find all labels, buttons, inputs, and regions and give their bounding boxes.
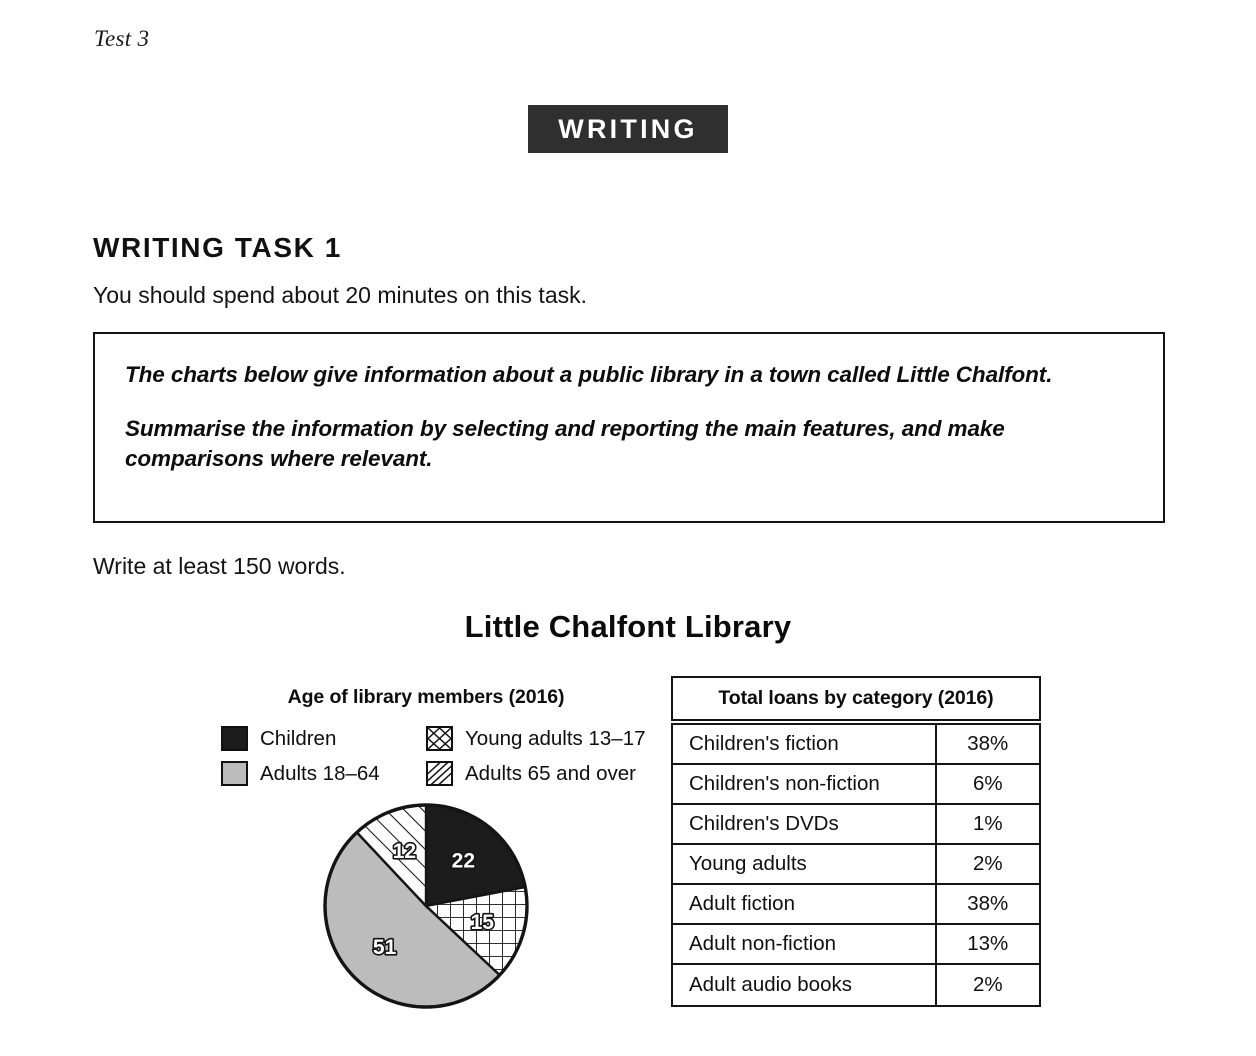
loans-table-body <box>671 723 1041 1007</box>
pie-chart-graphic <box>196 800 656 1012</box>
loans-value-cell: 2% <box>972 973 1003 996</box>
pie-slice-label: 15 <box>470 910 494 934</box>
table-row <box>673 965 1039 1005</box>
legend-item-adults-65-over <box>426 761 656 786</box>
table-row <box>673 725 1039 765</box>
pie-slice-label: 22 <box>451 849 476 873</box>
legend-swatch-diagonal-hatch-icon <box>426 761 453 786</box>
loans-table <box>671 676 1041 1007</box>
loans-value-cell: 38% <box>967 732 1009 755</box>
legend-item-young-adults <box>426 726 656 751</box>
pie-chart-caption: Age of library members (2016) <box>287 686 565 708</box>
pie-chart-panel <box>196 686 656 1012</box>
loans-table-header: Total loans by category (2016) <box>671 676 1041 721</box>
loans-value-cell: 1% <box>972 812 1003 835</box>
running-head: Test 3 <box>94 26 150 51</box>
legend-item-adults-18-64 <box>221 761 426 786</box>
legend-label-young-adults: Young adults 13–17 <box>465 726 646 750</box>
loans-category-cell: Children's DVDs <box>673 805 937 843</box>
loans-category-cell: Children's fiction <box>673 725 937 763</box>
table-row <box>673 765 1039 805</box>
task-timing-note: You should spend about 20 minutes on this task. <box>93 282 587 308</box>
pie-chart-legend <box>196 726 656 786</box>
prompt-paragraph-2: Summarise the information by selecting and reporting the main features, and make comparisons where relevant. <box>125 415 1005 472</box>
pie-chart-svg <box>320 800 532 1012</box>
figure-title: Little Chalfont Library <box>464 609 792 644</box>
table-row <box>673 845 1039 885</box>
legend-swatch-solid-gray-icon <box>221 761 248 786</box>
loans-value-cell: 6% <box>972 772 1003 795</box>
legend-swatch-solid-black-icon <box>221 726 248 751</box>
loans-category-cell: Adult audio books <box>673 965 937 1005</box>
legend-label-children: Children <box>260 726 337 750</box>
section-banner: WRITING <box>528 105 728 153</box>
legend-label-adults-65-over: Adults 65 and over <box>465 761 636 785</box>
legend-item-children <box>221 726 426 751</box>
loans-value-cell: 2% <box>972 852 1003 875</box>
pie-slice-label: 51 <box>372 935 397 959</box>
loans-category-cell: Adult non-fiction <box>673 925 937 963</box>
task-prompt-box <box>93 332 1165 523</box>
loans-value-cell: 13% <box>967 932 1009 955</box>
legend-swatch-cross-hatch-icon <box>426 726 453 751</box>
table-row <box>673 925 1039 965</box>
pie-slice-label: 12 <box>392 840 417 864</box>
loans-category-cell: Children's non-fiction <box>673 765 937 803</box>
legend-label-adults-18-64: Adults 18–64 <box>260 761 380 785</box>
loans-category-cell: Adult fiction <box>673 885 937 923</box>
word-count-note: Write at least 150 words. <box>93 553 346 579</box>
prompt-paragraph-1: The charts below give information about a public library in a town called Little Chalfont. <box>125 362 1053 387</box>
table-row <box>673 805 1039 845</box>
loans-value-cell: 38% <box>967 892 1009 915</box>
table-row <box>673 885 1039 925</box>
loans-category-cell: Young adults <box>673 845 937 883</box>
page-title: WRITING TASK 1 <box>93 231 342 263</box>
